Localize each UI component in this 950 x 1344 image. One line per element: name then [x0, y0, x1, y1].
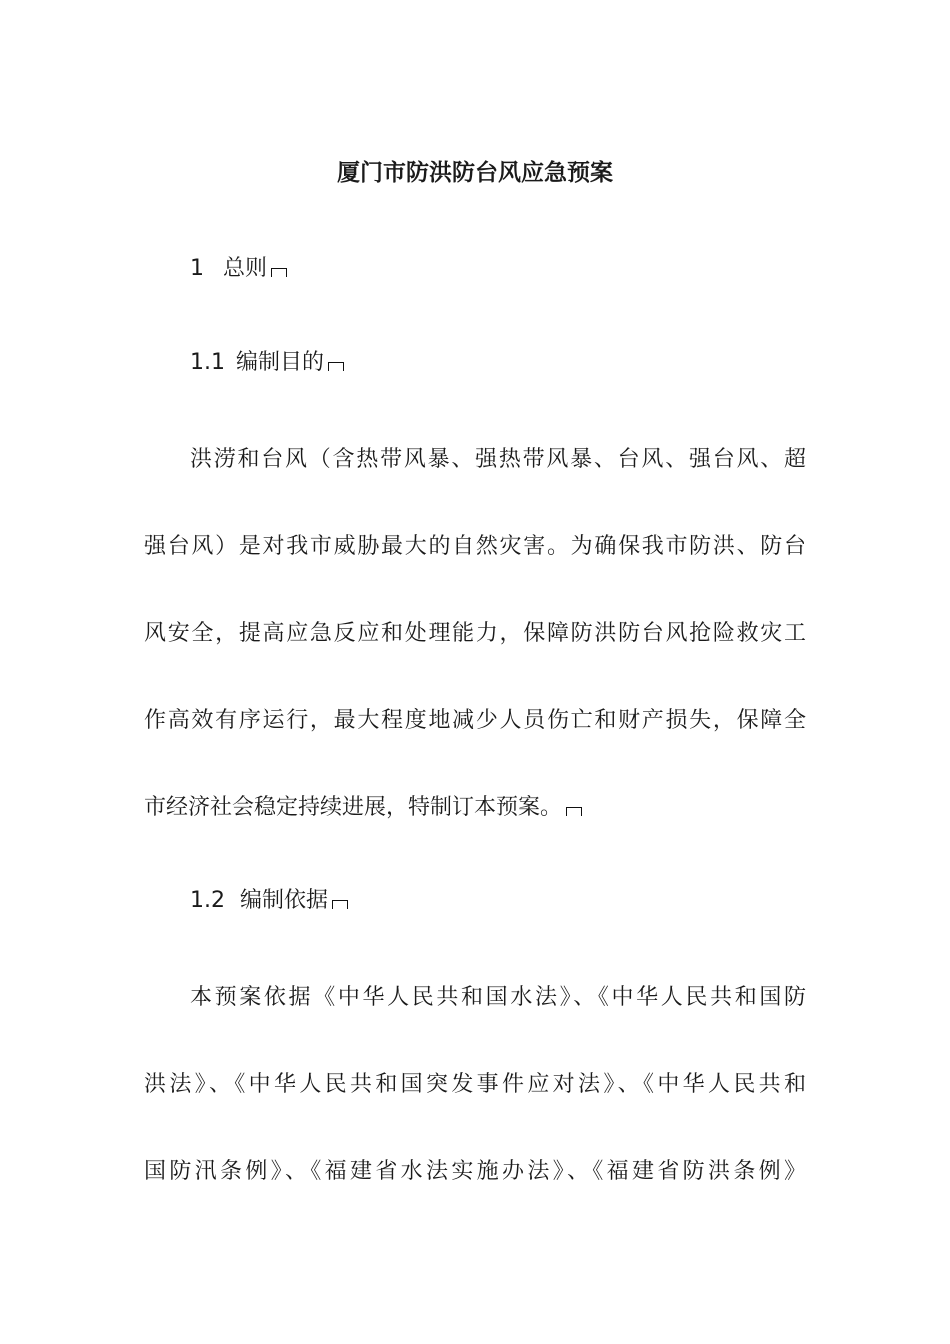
section-heading-1-2	[190, 886, 348, 916]
section-heading-1-1	[190, 348, 344, 378]
paragraph-mark-icon	[328, 362, 344, 371]
paragraph-mark-icon	[332, 900, 348, 909]
section-title: 总则	[223, 256, 268, 281]
paragraph-line: 洪法》、《中华人民共和国突发事件应对法》、《中华人民共和	[144, 1072, 806, 1097]
section-title: 编制目的	[236, 350, 325, 375]
paragraph-line: 国防汛条例》、《福建省水法实施办法》、《福建省防洪条例》	[144, 1159, 806, 1184]
paragraph-mark-icon	[566, 807, 582, 816]
paragraph-mark-icon	[271, 268, 287, 277]
section-number: 1	[190, 256, 204, 281]
section-title: 编制依据	[240, 888, 329, 913]
paragraph-line: 本预案依据《中华人民共和国水法》、《中华人民共和国防	[190, 985, 806, 1010]
section-number: 1.1	[190, 350, 225, 375]
document-title: 厦门市防洪防台风应急预案	[337, 160, 613, 186]
paragraph-line: 风安全，提高应急反应和处理能力，保障防洪防台风抢险救灾工	[144, 621, 806, 646]
paragraph-line: 作高效有序运行，最大程度地减少人员伤亡和财产损失，保障全	[144, 708, 806, 733]
section-heading-1	[190, 254, 287, 284]
section-number: 1.2	[190, 888, 225, 913]
paragraph-line: 洪涝和台风（含热带风暴、强热带风暴、台风、强台风、超	[190, 447, 806, 472]
paragraph-line-last	[144, 793, 806, 823]
paragraph-line-text: 市经济社会稳定持续进展，特制订本预案。	[144, 795, 563, 820]
paragraph-line: 强台风）是对我市威胁最大的自然灾害。为确保我市防洪、防台	[144, 534, 806, 559]
